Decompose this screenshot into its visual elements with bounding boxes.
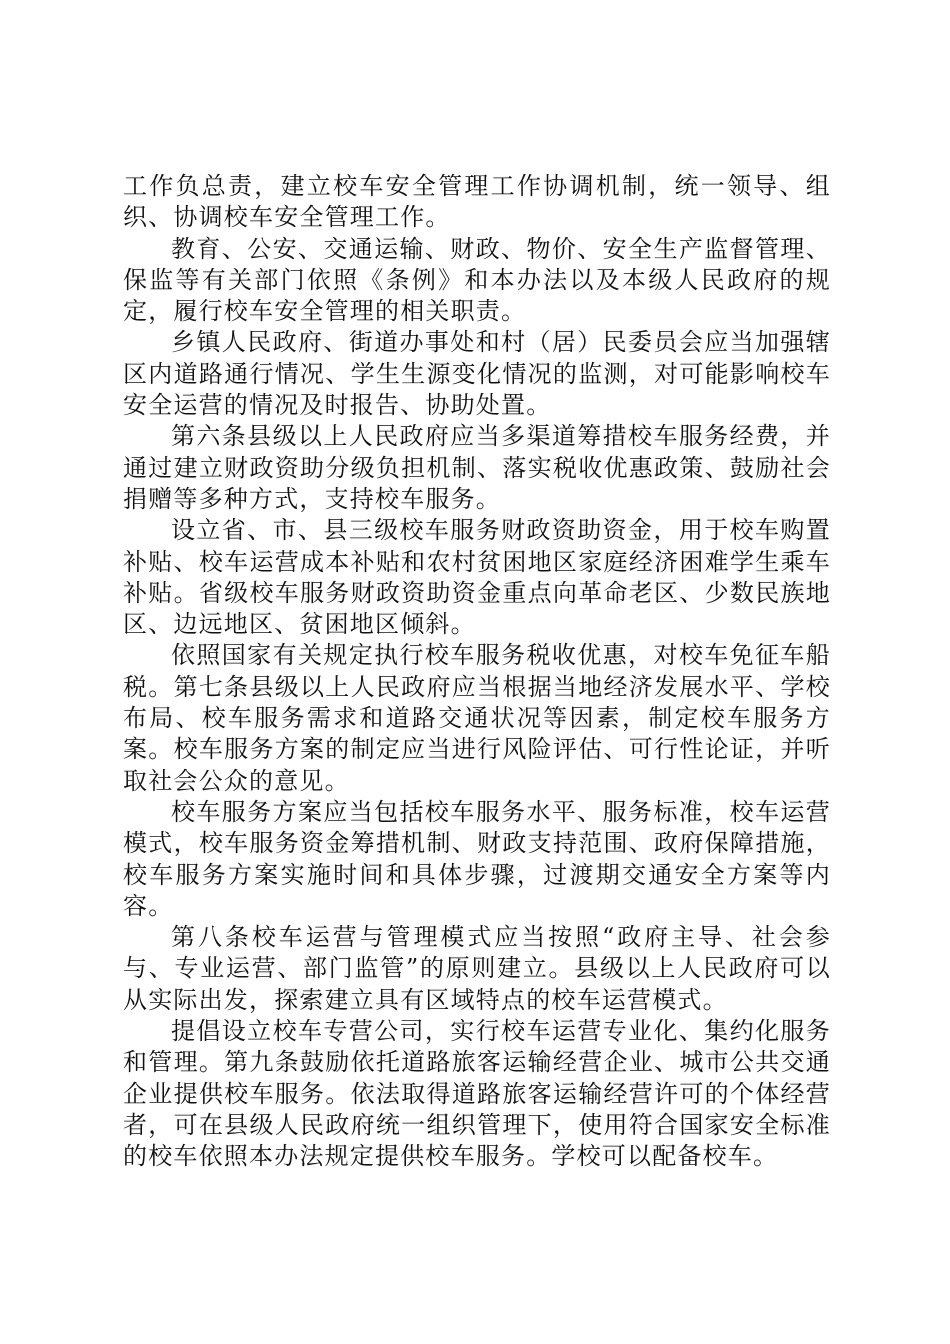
paragraph-8: 第八条校车运营与管理模式应当按照“政府主导、社会参与、专业运营、部门监管”的原则建立。县级以上人民政府可以从实际出发，探索建立具有区域特点的校车运营模式。 — [123, 923, 831, 1014]
paragraph-7: 校车服务方案应当包括校车服务水平、服务标准，校车运营模式，校车服务资金筹措机制、财政支持范围、政府保障措施，校车服务方案实施时间和具体步骤，过渡期交通安全方案等内容。 — [123, 797, 831, 920]
paragraph-1: 工作负总责，建立校车安全管理工作协调机制，统一领导、组织、协调校车安全管理工作。 — [123, 172, 831, 232]
document-body — [123, 171, 831, 1173]
paragraph-4: 第六条县级以上人民政府应当多渠道筹措校车服务经费，并通过建立财政资助分级负担机制、落实税收优惠政策、鼓励社会捐赠等多种方式，支持校车服务。 — [123, 422, 831, 513]
paragraph-2: 教育、公安、交通运输、财政、物价、安全生产监督管理、保监等有关部门依照《条例》和本办法以及本级人民政府的规定，履行校车安全管理的相关职责。 — [123, 234, 831, 326]
paragraph-5: 设立省、市、县三级校车服务财政资助资金，用于校车购置补贴、校车运营成本补贴和农村贫困地区家庭经济困难学生乘车补贴。省级校车服务财政资助资金重点向革命老区、少数民族地区、边远地区、贫困地区倾斜。 — [123, 516, 831, 639]
paragraph-3: 乡镇人民政府、街道办事处和村（居）民委员会应当加强辖区内道路通行情况、学生生源变化情况的监测，对可能影响校车安全运营的情况及时报告、协助处置。 — [123, 328, 831, 420]
paragraph-6: 依照国家有关规定执行校车服务税收优惠，对校车免征车船税。第七条县级以上人民政府应当根据当地经济发展水平、学校布局、校车服务需求和道路交通状况等因素，制定校车服务方案。校车服务方案的制定应当进行风险评估、可行性论证，并听取社会公众的意见。 — [123, 641, 831, 795]
paragraph-9: 提倡设立校车专营公司，实行校车运营专业化、集约化服务和管理。第九条鼓励依托道路旅客运输经营企业、城市公共交通企业提供校车服务。依法取得道路旅客运输经营许可的个体经营者，可在县级人民政府统一组织管理下，使用符合国家安全标准的校车依照本办法规定提供校车服务。学校可以配备校车。 — [123, 1017, 831, 1171]
